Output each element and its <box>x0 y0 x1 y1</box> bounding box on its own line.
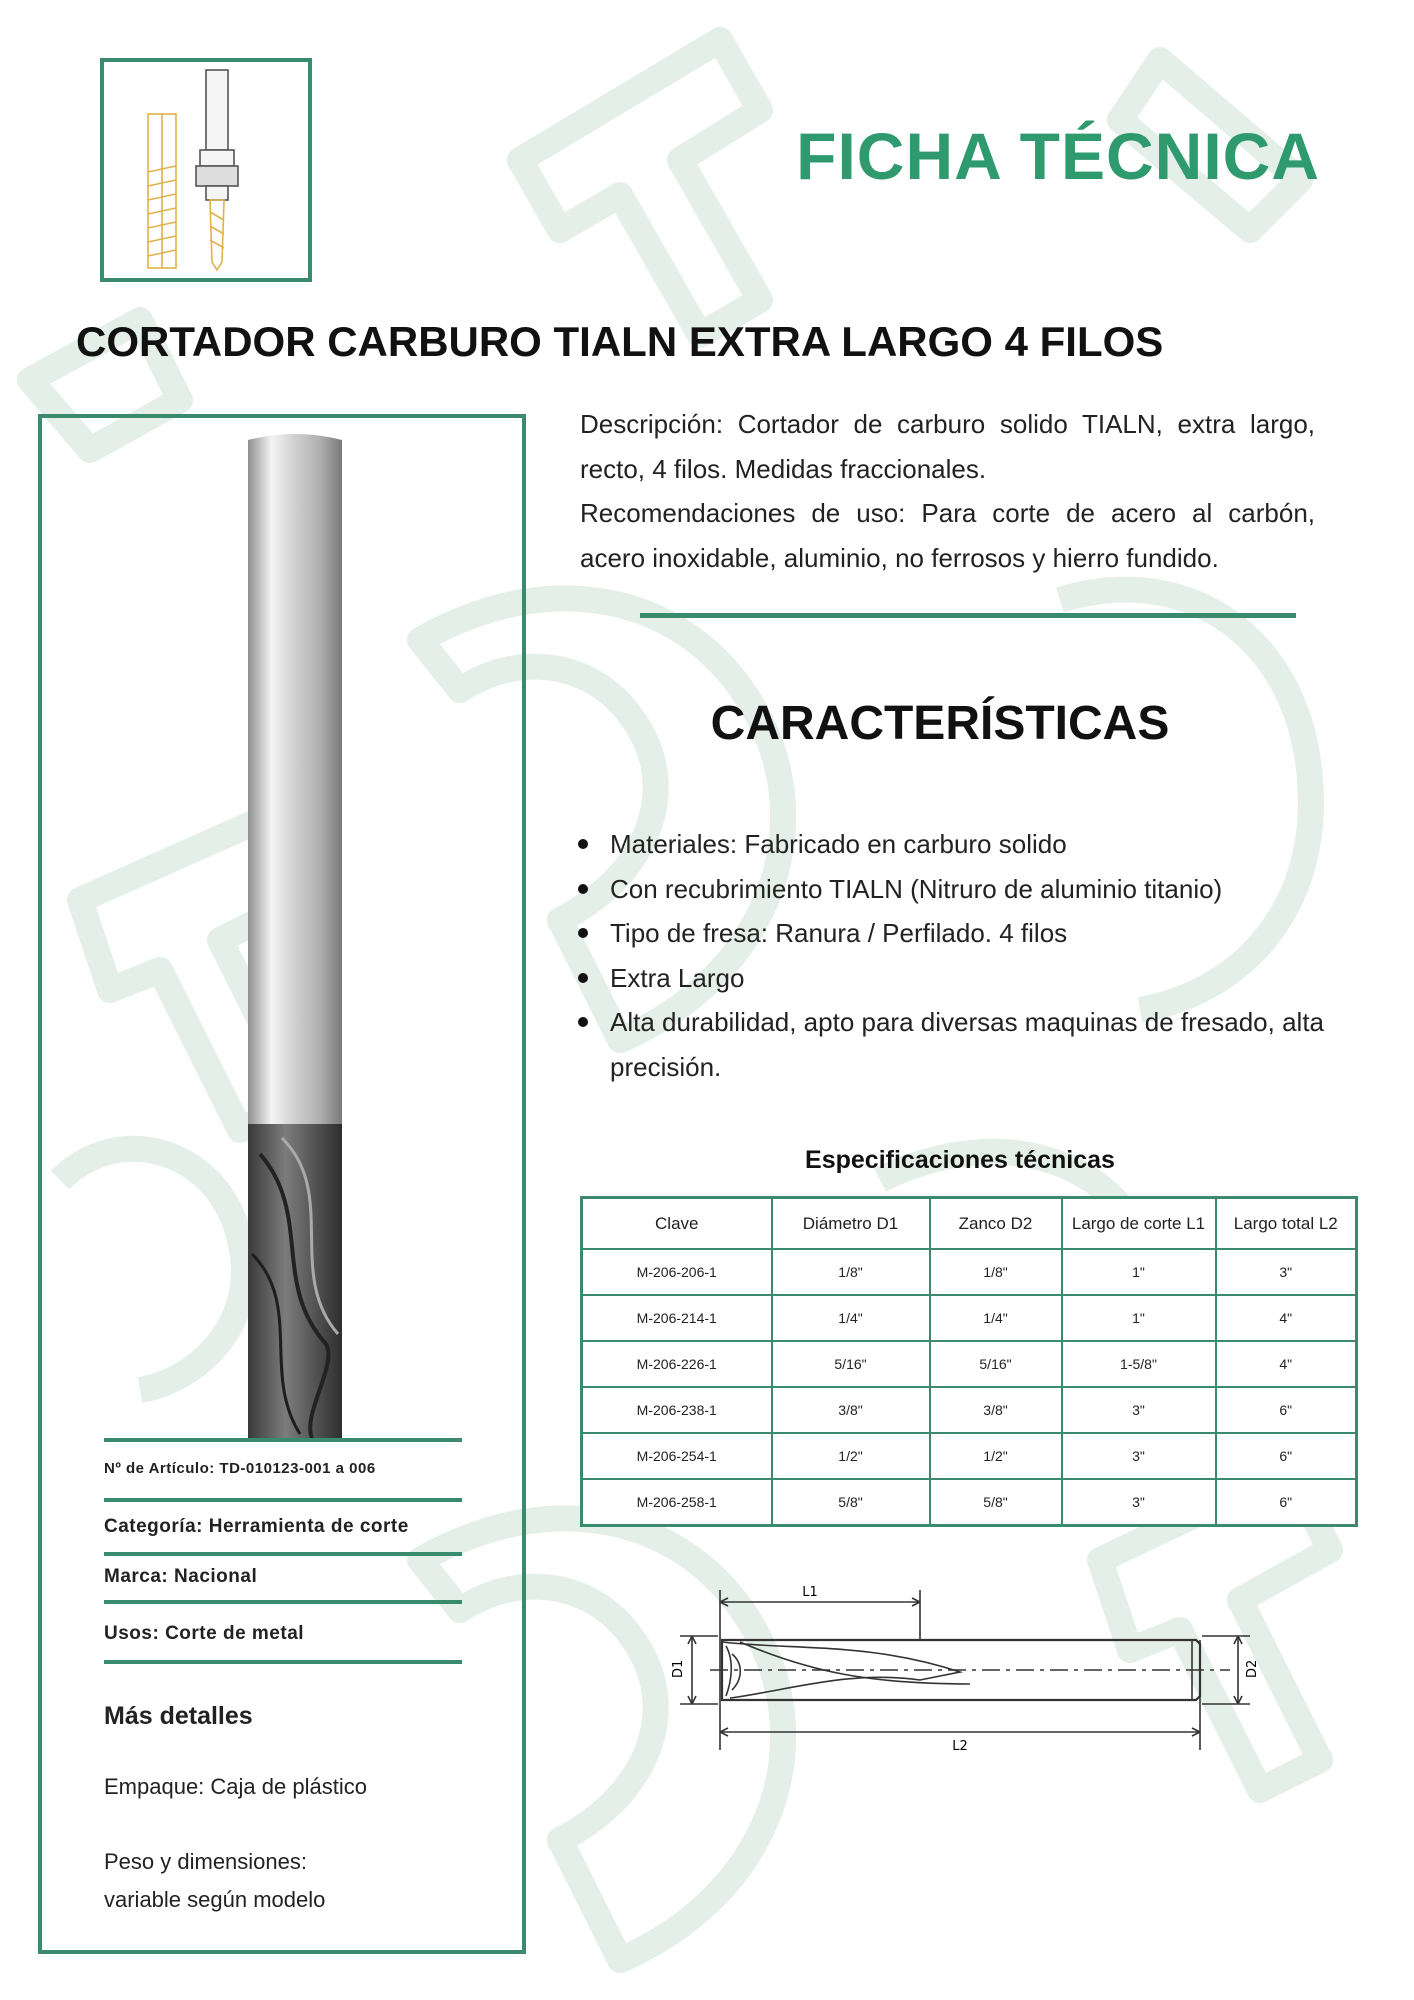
usage-recommendations: Recomendaciones de uso: Para corte de acero al carbón, acero inoxidable, aluminio, no ferrosos y hierro fundido. <box>580 498 1315 573</box>
dimension-diagram <box>670 1580 1270 1770</box>
dimension-label-d2: D2 <box>1245 1659 1260 1678</box>
table-row <box>582 1433 1357 1479</box>
table-cell: M-206-258-1 <box>582 1479 772 1526</box>
table-cell: 1" <box>1062 1295 1216 1341</box>
list-item: Tipo de fresa: Ranura / Perfilado. 4 filos <box>576 911 1396 956</box>
table-cell: 3" <box>1062 1479 1216 1526</box>
dimension-label-l2: L2 <box>952 1739 968 1754</box>
weight-text-detail: variable según modelo <box>104 1887 326 1912</box>
table-cell: 1" <box>1062 1249 1216 1295</box>
table-cell: 1/2" <box>772 1433 930 1479</box>
table-cell: 6" <box>1216 1387 1357 1433</box>
table-cell: M-206-238-1 <box>582 1387 772 1433</box>
category-label: Categoría: Herramienta de corte <box>104 1516 409 1537</box>
table-cell: 1/4" <box>772 1295 930 1341</box>
column-header: Clave <box>582 1198 772 1250</box>
table-cell: 3" <box>1062 1387 1216 1433</box>
uses-label: Usos: Corte de metal <box>104 1623 305 1644</box>
table-cell: 5/16" <box>772 1341 930 1387</box>
table-row <box>582 1249 1357 1295</box>
list-item: Materiales: Fabricado en carburo solido <box>576 822 1396 867</box>
column-header: Diámetro D1 <box>772 1198 930 1250</box>
table-header-row <box>582 1198 1357 1250</box>
info-divider <box>104 1498 462 1502</box>
packaging-text: Empaque: Caja de plástico <box>104 1774 367 1799</box>
specs-table <box>580 1196 1358 1527</box>
table-cell: 6" <box>1216 1479 1357 1526</box>
specs-heading: Especificaciones técnicas <box>805 1146 1115 1174</box>
characteristics-heading: CARACTERÍSTICAS <box>710 697 1170 750</box>
list-item: Extra Largo <box>576 956 1396 1001</box>
dimension-label-l1: L1 <box>802 1585 818 1600</box>
table-cell: 3/8" <box>772 1387 930 1433</box>
list-item: Con recubrimiento TIALN (Nitruro de aluminio titanio) <box>576 867 1396 912</box>
table-row <box>582 1341 1357 1387</box>
table-cell: 3/8" <box>930 1387 1062 1433</box>
product-title: CORTADOR CARBURO TIALN EXTRA LARGO 4 FILOS <box>76 318 1164 365</box>
column-header: Largo de corte L1 <box>1062 1198 1216 1250</box>
table-row <box>582 1387 1357 1433</box>
company-logo <box>100 58 312 282</box>
table-cell: 4" <box>1216 1295 1357 1341</box>
dimension-label-d1: D1 <box>671 1659 686 1678</box>
table-cell: M-206-214-1 <box>582 1295 772 1341</box>
info-divider <box>104 1438 462 1442</box>
description <box>580 402 1315 580</box>
table-cell: 4" <box>1216 1341 1357 1387</box>
brand-label: Marca: Nacional <box>104 1566 258 1587</box>
list-item: Alta durabilidad, apto para diversas maquinas de fresado, alta precisión. <box>576 1000 1396 1089</box>
column-header: Largo total L2 <box>1216 1198 1357 1250</box>
weight-text: Peso y dimensiones: <box>104 1849 307 1874</box>
page-title: FICHA TÉCNICA <box>796 119 1320 193</box>
table-cell: 1/4" <box>930 1295 1062 1341</box>
table-cell: 5/8" <box>930 1479 1062 1526</box>
info-divider <box>104 1660 462 1664</box>
info-divider <box>104 1600 462 1604</box>
section-divider <box>640 613 1296 618</box>
table-cell: 3" <box>1216 1249 1357 1295</box>
table-cell: 5/16" <box>930 1341 1062 1387</box>
table-cell: 6" <box>1216 1433 1357 1479</box>
table-cell: M-206-206-1 <box>582 1249 772 1295</box>
table-cell: 1/8" <box>772 1249 930 1295</box>
table-cell: 1/2" <box>930 1433 1062 1479</box>
table-cell: 1/8" <box>930 1249 1062 1295</box>
table-cell: M-206-226-1 <box>582 1341 772 1387</box>
table-cell: 5/8" <box>772 1479 930 1526</box>
table-cell: 3" <box>1062 1433 1216 1479</box>
table-cell: 1-5/8" <box>1062 1341 1216 1387</box>
table-row <box>582 1479 1357 1526</box>
description-text: Descripción: Cortador de carburo solido TIALN, extra largo, recto, 4 filos. Medidas fraccionales. <box>580 409 1315 484</box>
product-image <box>242 434 348 1446</box>
table-row <box>582 1295 1357 1341</box>
characteristics-list <box>576 822 1396 1089</box>
more-details-heading: Más detalles <box>104 1702 253 1730</box>
column-header: Zanco D2 <box>930 1198 1062 1250</box>
article-number: Nº de Artículo: TD-010123-001 a 006 <box>104 1460 376 1477</box>
table-cell: M-206-254-1 <box>582 1433 772 1479</box>
info-divider <box>104 1552 462 1556</box>
